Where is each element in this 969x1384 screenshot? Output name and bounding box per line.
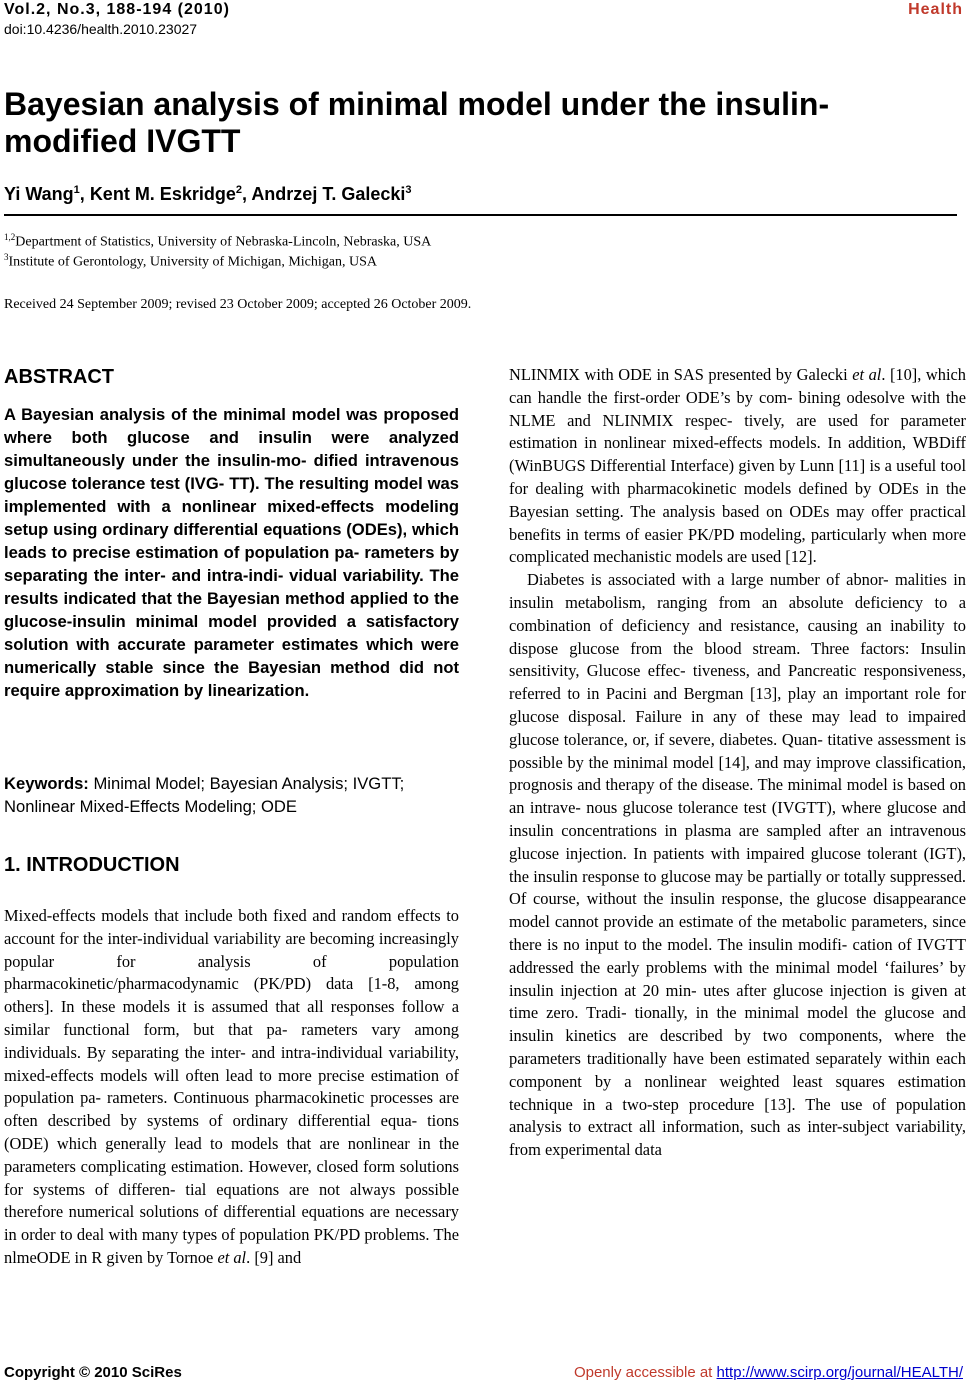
title-divider [4, 214, 957, 216]
paragraph-text: Mixed-effects models that include both fixed and random effects to account for the inter-individual variability are becoming increasingly popular for analysis of population pharmacokinetic/pharmacodynamic (PK/PD) data [1-8, among others]. In these models it is assumed that all responses follow a similar functional form, but that pa- rameters vary among individuals. By separating the inter- and intra-individual variability, mixed-effects models will often lead to more precise estimation of population pa- rameters. Continuous pharmacokinetic processes are often described by systems of ordinary differential equa- tions (ODE) which generally lead to models that are nonlinear in the parameters complicating estimation. However, closed form solutions for systems of differen- tial equations are not always possible therefore numerical solutions of differential equations are necessary in order to deal with many types of population PK/PD problems. The nlmeODE in R given by Tornoe [4, 906, 459, 1267]
affiliation-text: Department of Statistics, University of Nebraska-Lincoln, Nebraska, USA [15, 234, 432, 250]
paragraph-text: . [9] and [246, 1247, 302, 1267]
received-dates: Received 24 September 2009; revised 23 October 2009; accepted 26 October 2009. [4, 297, 472, 312]
et-al: et al [852, 365, 882, 384]
introduction-paragraph [4, 905, 459, 1270]
journal-name: Health [908, 1, 963, 18]
keywords-text: Minimal Model; Bayesian Analysis; IVGTT; Nonlinear Mixed-Effects Modeling; ODE [4, 774, 405, 816]
access-line [574, 1364, 963, 1381]
paragraph [509, 364, 966, 569]
paragraph-text: . [10], which can handle the first-order ODE’s by com- bining odesolve with the NLME and NLINMIX respec- tively, are used for parameter estimation in nonlinear mixed-effects models. In addition, WBDiff (WinBUGS Differential Interface) given by Lunn [11] is a useful tool for dealing with pharmacokinetic models defined by ODEs in the Bayesian setting. The analysis based on ODEs may offer practical benefits in terms of easier PK/PD modeling, particularly when more complicated mechanistic models are used [12]. [509, 365, 966, 567]
abstract-heading: ABSTRACT [4, 366, 114, 388]
keywords-label: Keywords: [4, 774, 89, 793]
section-heading-introduction: 1. INTRODUCTION [4, 854, 180, 876]
author-affil-sup: 2 [235, 184, 242, 196]
paragraph: Diabetes is associated with a large number of abnor- malities in insulin metabolism, ranging from an absolute deficiency to a combination of deficiency and resistance, causing an inability to dispose glucose from the blood stream. Three factors: Insulin sensitivity, Glucose effec- tiveness, and Pancreatic responsiveness, referred to in Pacini and Bergman [13], play an important role for glucose disposal. Failure in any of these may lead to impaired glucose tolerance, or, if severe, diabetes. Quan- titative assessment is possible by the minimal model [14], and may improve classification, prognosis and therapy of the disease. The minimal model is based on an intrave- nous glucose tolerance test (IVGTT), where glucose and insulin concentrations in plasma are sampled after an intravenous glucose injection. In patients with impaired glucose tolerant (IGT), the insulin response to glucose may be partially or totally suppressed. Of course, without the insulin response, the glucose disappearance model cannot provide an estimate of the metabolic parameters, since there is no input to the model. The insulin modifi- cation of IVGTT addressed the early problems with the minimal model ‘failures’ by insulin injection at 20 min- utes after glucose injection is given at time zero. Tradi- tionally, in the minimal model the glucose and insulin kinetics are described by two components, where the parameters traditionally have been estimated separately within each component by a nonlinear weighted least squares estimation technique in a two-step procedure [13]. The use of population analysis to extract all information, such as inter-subject variability, from experimental data [509, 570, 966, 1160]
journal-url-link[interactable]: http://www.scirp.org/journal/HEALTH/ [716, 1364, 963, 1381]
keywords [4, 772, 459, 818]
access-text: Openly accessible at [573, 1364, 713, 1381]
author-affil-sup: 1 [73, 184, 80, 196]
author-name: Andrzej T. Galecki [251, 184, 406, 204]
et-al: et al [217, 1247, 247, 1267]
doi: doi:10.4236/health.2010.23027 [4, 21, 198, 37]
paragraph [4, 905, 459, 1270]
journal-info: Vol.2, No.3, 188-194 (2010) [4, 1, 230, 18]
paragraph-text: NLINMIX with ODE in SAS presented by Galecki [509, 365, 848, 384]
affiliation-sup: 3 [4, 252, 9, 262]
author-affil-sup: 3 [405, 184, 412, 196]
paper-title: Bayesian analysis of minimal model under the insulin-modified IVGTT [4, 86, 830, 159]
abstract-text: A Bayesian analysis of the minimal model was proposed where both glucose and insulin were analyzed simultaneously under the insulin-mo- dified intravenous glucose tolerance test (IVG- TT). The resulting model was implemented with a nonlinear mixed-effects modeling setup using ordinary differential equations (ODEs), which leads to precise estimation of population pa- rameters by separating the inter- and intra-indi- vidual variability. The results indicated that the Bayesian method applied to the glucose-insulin minimal model provided a satisfactory solution with accurate parameter estimates which were numerically stable since the Bayesian method did not require approximation by linearization. [4, 405, 459, 700]
affiliation-sup: 1,2 [4, 232, 16, 242]
author-name: Yi Wang [4, 184, 74, 204]
author-list: Yi Wang$^1$, Kent M. Eskridge$^2$, Andrzej T. Galecki$^3$ [4, 184, 412, 204]
affiliation-text: Institute of Gerontology, University of Michigan, Michigan, USA [8, 254, 377, 270]
copyright: Copyright © 2010 SciRes [4, 1364, 182, 1381]
introduction-continued [509, 364, 966, 1162]
affiliation [4, 252, 377, 271]
author-name: Kent M. Eskridge [89, 184, 236, 204]
affiliation [4, 232, 431, 251]
